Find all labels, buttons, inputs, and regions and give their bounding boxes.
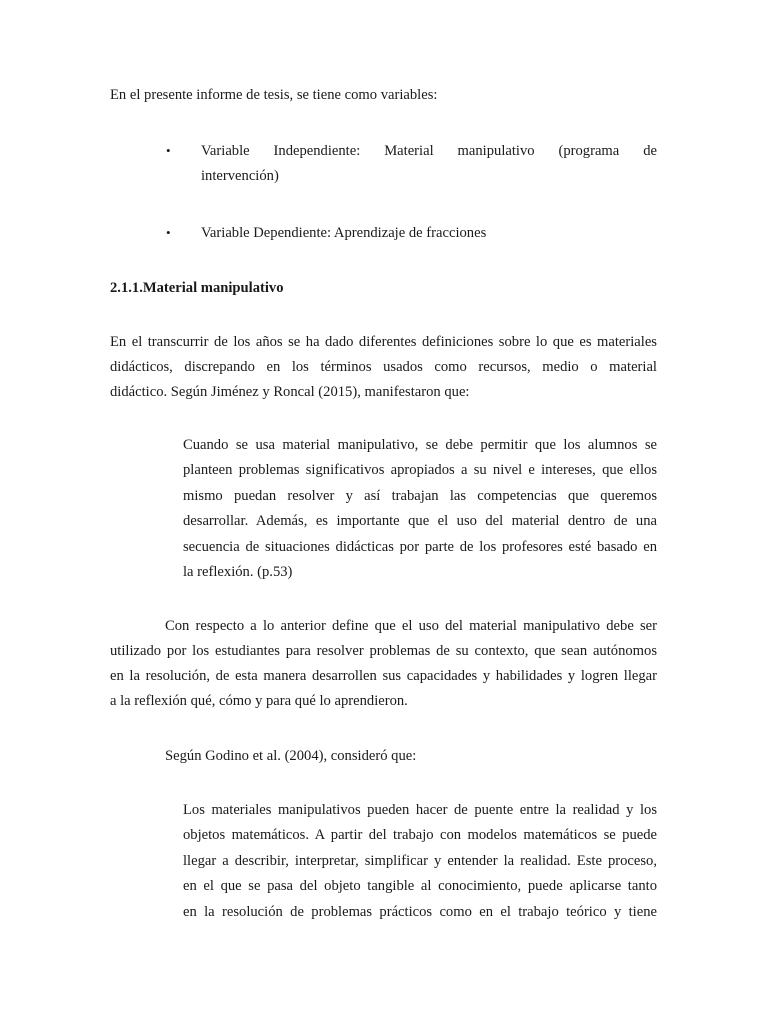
para-2-line: en la resolución, de esta manera desarrollen sus capacidades y habilidades y logren llegar [110, 668, 657, 684]
bullet-1-line-2: intervención) [201, 168, 279, 184]
section-heading [110, 279, 284, 297]
quote-2-line: en el que se pasa del objeto tangible al conocimiento, puede aplicarse tanto [183, 878, 657, 894]
para-1-line: didáctico. Según Jiménez y Roncal (2015), manifestaron que: [110, 384, 470, 400]
quote-1-line: mismo puedan resolver y así trabajan las competencias que queremos [183, 488, 657, 504]
para-2-line: a la reflexión qué, cómo y para qué lo aprendieron. [110, 693, 408, 709]
bullet-1-line-1 [201, 142, 657, 160]
section-title: Material manipulativo [142, 280, 284, 296]
bullet-1-word: Variable [201, 143, 250, 159]
quote-2-line: objetos matemáticos. A partir del trabajo con modelos matemáticos se puede [183, 827, 657, 843]
para-1-line: didácticos, discrepando en los términos usados como recursos, medio o material [110, 359, 657, 375]
intro-text: En el presente informe de tesis, se tiene como variables: [110, 87, 438, 103]
bullet-1-word: Material [384, 143, 434, 159]
bullet-2-text: Variable Dependiente: Aprendizaje de fracciones [201, 225, 487, 241]
para-1-line: En el transcurrir de los años se ha dado diferentes definiciones sobre lo que es materiales [110, 334, 657, 350]
quote-1-line: desarrollar. Además, es importante que el uso del material dentro de una [183, 513, 657, 529]
bullet-1-word: Independiente: [273, 143, 361, 159]
para-2-line: Con respecto a lo anterior define que el uso del material manipulativo debe ser [165, 618, 657, 634]
quote-2-line: llegar a describir, interpretar, simplificar y entender la realidad. Este proceso, [183, 853, 657, 869]
quote-1-line: Cuando se usa material manipulativo, se debe permitir que los alumnos se [183, 437, 657, 453]
para-2-line: utilizado por los estudiantes para resolver problemas de su contexto, que sean autónomos [110, 643, 657, 659]
bullet-1-word: (programa [558, 143, 620, 159]
bullet-1-word: manipulativo [457, 143, 535, 159]
bullet-1-icon: • [166, 143, 171, 158]
quote-1-line: secuencia de situaciones didácticas por parte de los profesores esté basado en [183, 539, 657, 555]
section-number: 2.1.1. [110, 280, 143, 296]
para-3-text: Según Godino et al. (2004), consideró que: [165, 748, 417, 764]
bullet-1-word: de [643, 143, 657, 159]
bullet-2-icon: • [166, 225, 171, 240]
quote-2-line: en la resolución de problemas prácticos como en el trabajo teórico y tiene [183, 904, 657, 920]
quote-1-line: la reflexión. (p.53) [183, 564, 293, 580]
quote-2-line: Los materiales manipulativos pueden hacer de puente entre la realidad y los [183, 802, 657, 818]
quote-1-line: planteen problemas significativos apropiados a su nivel e intereses, que ellos [183, 462, 657, 478]
